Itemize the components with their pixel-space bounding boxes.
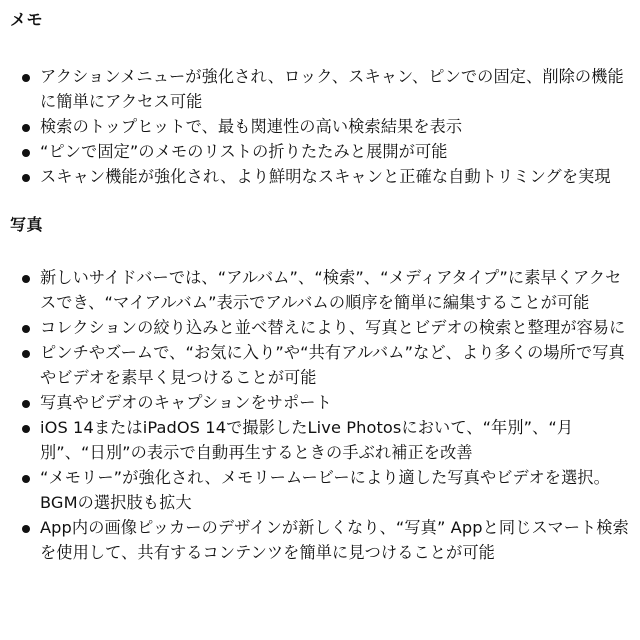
list-item-text: App内の画像ピッカーのデザインが新しくなり、“写真” Appと同じスマート検索を使用して、共有するコンテンツを簡単に見つけることが可能	[40, 518, 629, 562]
bullet-icon	[22, 350, 30, 358]
bullet-icon	[22, 425, 30, 433]
section-title-photos: 写真	[10, 215, 44, 234]
bullet-icon	[22, 149, 30, 157]
list-item-text: スキャン機能が強化され、より鮮明なスキャンと正確な自動トリミングを実現	[40, 167, 611, 186]
list-item	[10, 139, 630, 164]
list-item-text: コレクションの絞り込みと並べ替えにより、写真とビデオの検索と整理が容易に	[40, 318, 626, 337]
list-item	[10, 315, 630, 340]
bullet-icon	[22, 74, 30, 82]
bullet-icon	[22, 124, 30, 132]
bullet-icon	[22, 400, 30, 408]
memo-feature-list	[10, 64, 630, 189]
list-item-text: アクションメニューが強化され、ロック、スキャン、ピンでの固定、削除の機能に簡単にアクセス可能	[40, 67, 624, 111]
list-item-text: “ピンで固定”のメモのリストの折りたたみと展開が可能	[40, 142, 448, 161]
bullet-icon	[22, 325, 30, 333]
list-item	[10, 390, 630, 415]
list-item-text: iOS 14またはiPadOS 14で撮影したLive Photosにおいて、“年別”、“月別”、“日別”の表示で自動再生するときの手ぶれ補正を改善	[40, 418, 574, 462]
bullet-icon	[22, 174, 30, 182]
section-title-memo: メモ	[10, 10, 44, 29]
list-item-text: 新しいサイドバーでは、“アルバム”、“検索”、“メディアタイプ”に素早くアクセスでき、“マイアルバム”表示でアルバムの順序を簡単に編集することが可能	[40, 268, 622, 312]
list-item	[10, 265, 630, 315]
list-item-text: 検索のトップヒットで、最も関連性の高い検索結果を表示	[40, 117, 463, 136]
list-item-text: 写真やビデオのキャプションをサポート	[40, 393, 332, 412]
list-item	[10, 465, 630, 515]
list-item-text: ピンチやズームで、“お気に入り”や“共有アルバム”など、より多くの場所で写真やビデオを素早く見つけることが可能	[40, 343, 625, 387]
list-item	[10, 415, 630, 465]
list-item	[10, 515, 630, 565]
bullet-icon	[22, 525, 30, 533]
list-item	[10, 64, 630, 114]
list-item	[10, 114, 630, 139]
bullet-icon	[22, 275, 30, 283]
list-item	[10, 164, 630, 189]
bullet-icon	[22, 475, 30, 483]
list-item-text: “メモリー”が強化され、メモリームービーにより適した写真やビデオを選択。BGMの選択肢も拡大	[40, 468, 610, 512]
photos-feature-list	[10, 265, 630, 565]
list-item	[10, 340, 630, 390]
